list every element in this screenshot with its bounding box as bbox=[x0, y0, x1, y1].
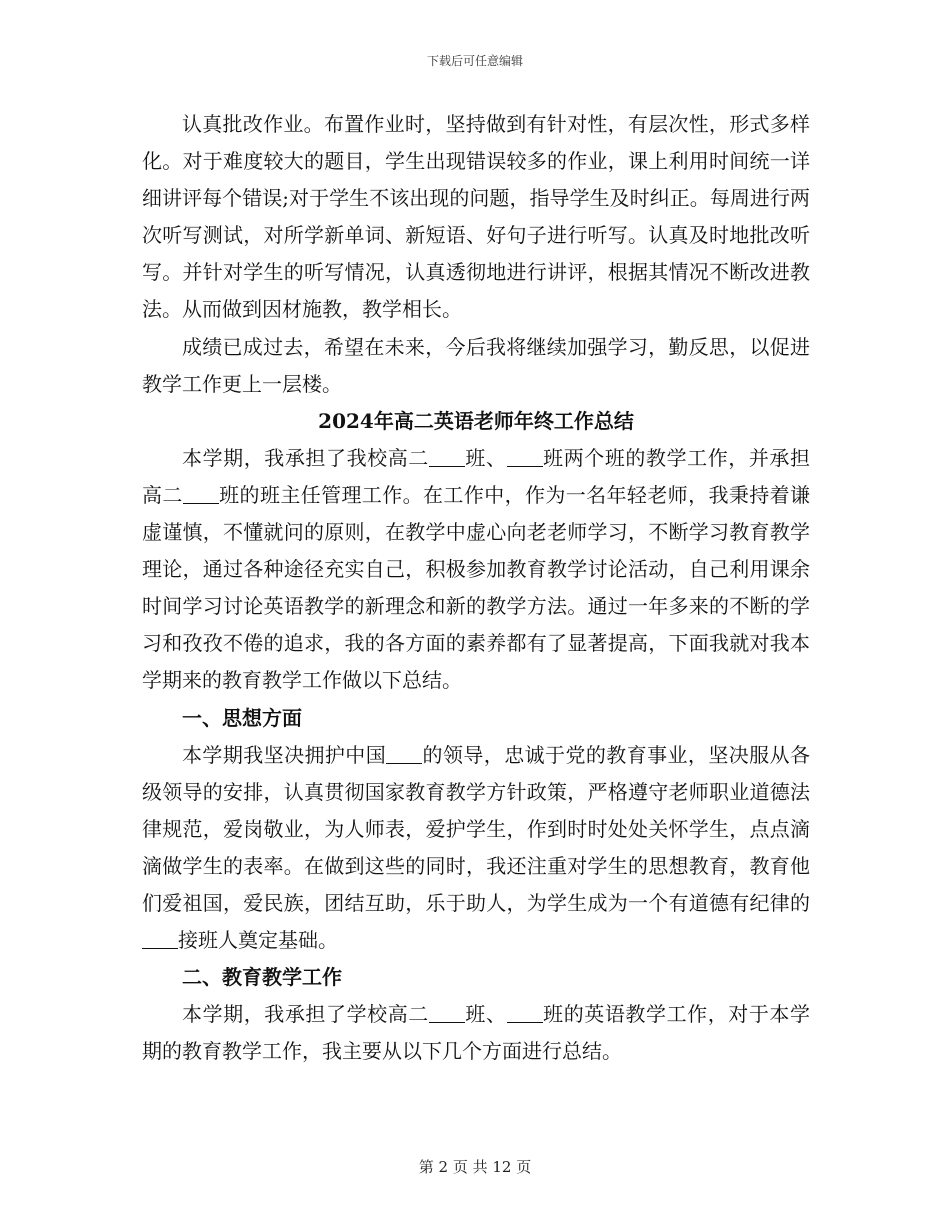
page-number: 第 2 页 共 12 页 bbox=[418, 1158, 532, 1176]
fill-blank bbox=[507, 446, 543, 467]
fill-blank bbox=[429, 446, 465, 467]
teaching-text-a: 本学期，我承担了学校高二 bbox=[182, 1002, 429, 1027]
paragraph-intro bbox=[142, 440, 810, 700]
fill-blank bbox=[386, 743, 422, 764]
intro-text-a: 本学期，我承担了我校高二 bbox=[182, 445, 429, 470]
paragraph-outlook: 成绩已成过去，希望在未来，今后我将继续加强学习，勤反思，以促进教学工作更上一层楼。 bbox=[142, 334, 810, 396]
heading-teaching: 二、教育教学工作 bbox=[182, 965, 342, 990]
paragraph-teaching bbox=[142, 996, 810, 1070]
header-note: 下载后可任意编辑 bbox=[426, 54, 523, 68]
heading-ideology: 一、思想方面 bbox=[182, 705, 302, 730]
teaching-text-c: 班的英语教学工作，对于本学期的教育教学工作，我主要从以下几个方面进行总结。 bbox=[142, 1002, 811, 1064]
section-title: 2024年高二英语老师年终工作总结 bbox=[318, 408, 634, 433]
document-body bbox=[142, 106, 810, 1070]
fill-blank bbox=[142, 928, 178, 949]
teaching-text-b: 班、 bbox=[464, 1002, 507, 1027]
ideology-text-b: 的领导，忠诚于党的教育事业，坚决服从各级领导的安排，认真贯彻国家教育教学方针政策，严格遵守老师职业道德法律规范，爱岗敬业，为人师表，爱护学生，作到时时处处关怀学生，点点滴滴做学生的表率。在做到这些的同时，我还注重对学生的思想教育，教育他们爱祖国，爱民族，团结互助，乐于助人，为学生成为一个有道德有纪律的 bbox=[142, 742, 811, 915]
ideology-text-c: 接班人奠定基础。 bbox=[178, 928, 338, 953]
intro-text-b: 班、 bbox=[464, 445, 507, 470]
ideology-text-a: 本学期我坚决拥护中国 bbox=[182, 742, 387, 767]
fill-blank bbox=[429, 1002, 465, 1023]
fill-blank bbox=[507, 1002, 543, 1023]
intro-text-c: 班两个班的教学工作，并承担高二 bbox=[142, 445, 811, 507]
fill-blank bbox=[183, 483, 219, 504]
intro-text-d: 班的班主任管理工作。在工作中，作为一名年轻老师，我秉持着谦虚谨慎，不懂就问的原则，在教学中虚心向老老师学习，不断学习教育教学理论，通过各种途径充实自己，积极参加教育教学讨论活动，自己利用课余时间学习讨论英语教学的新理念和新的教学方法。通过一年多来的不断的学习和孜孜不倦的追求，我的各方面的素养都有了显著提高，下面我就对我本学期来的教育教学工作做以下总结。 bbox=[142, 482, 811, 693]
paragraph-ideology bbox=[142, 737, 810, 960]
paragraph-grading: 认真批改作业。布置作业时，坚持做到有针对性，有层次性，形式多样化。对于难度较大的题目，学生出现错误较多的作业，课上利用时间统一详细讲评每个错误;对于学生不该出现的问题，指导学生及时纠正。每周进行两次听写测试，对所学新单词、新短语、好句子进行听写。认真及时地批改听写。并针对学生的听写情况，认真透彻地进行讲评，根据其情况不断改进教法。从而做到因材施教，教学相长。 bbox=[142, 112, 810, 322]
